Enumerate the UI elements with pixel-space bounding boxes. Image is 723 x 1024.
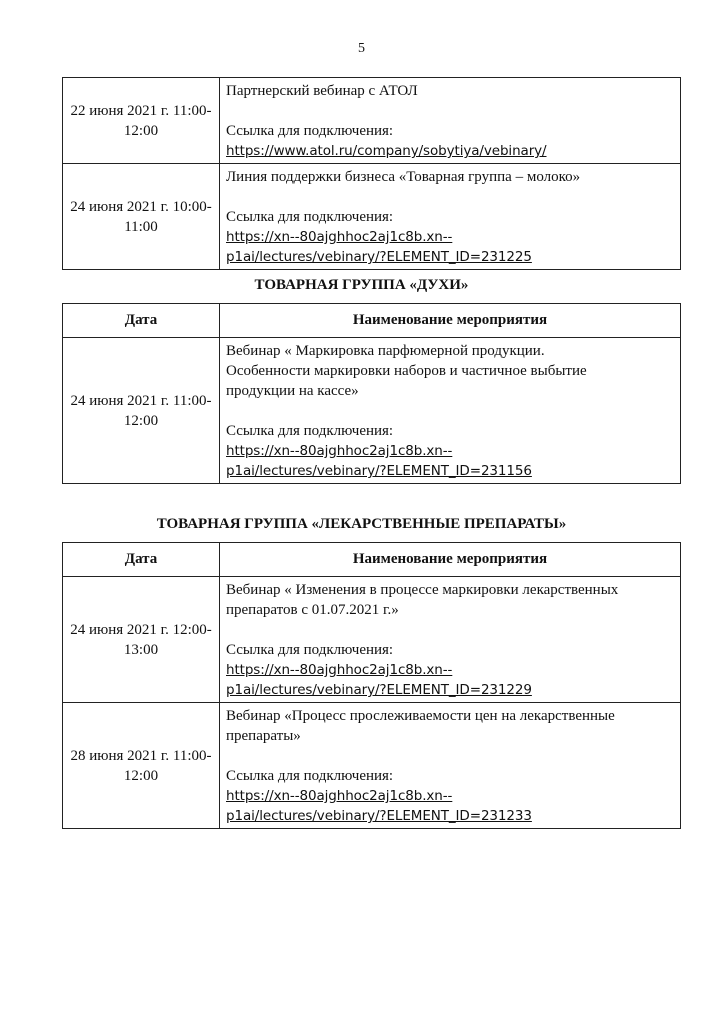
column-header-name: Наименование мероприятия: [220, 304, 681, 338]
table-row: [63, 164, 681, 270]
link-label: Ссылка для подключения:: [226, 209, 394, 225]
page-number: 5: [358, 41, 365, 56]
event-cell: [220, 338, 681, 484]
event-link-line[interactable]: https://xn--80ajghhoc2aj1c8b.xn--: [226, 229, 453, 245]
event-link-line[interactable]: https://xn--80ajghhoc2aj1c8b.xn--: [226, 788, 453, 804]
link-label: Ссылка для подключения:: [226, 768, 394, 784]
event-title-line: Вебинар « Изменения в процессе маркировки лекарственных: [226, 582, 619, 598]
event-time: 12:00-13:00: [123, 621, 212, 658]
event-link-line[interactable]: p1ai/lectures/vebinary/?ELEMENT_ID=231156: [226, 463, 532, 479]
event-date-cell: [63, 577, 220, 703]
event-cell: [220, 577, 681, 703]
event-link[interactable]: [226, 227, 674, 267]
event-cell: [220, 703, 681, 829]
event-title: Линия поддержки бизнеса «Товарная группа – молоко»: [226, 169, 581, 185]
event-time: 11:00-12:00: [123, 102, 212, 139]
event-title: Партнерский вебинар с АТОЛ: [226, 83, 418, 99]
event-link-line[interactable]: https://xn--80ajghhoc2aj1c8b.xn--: [226, 443, 453, 459]
table-header-row: [63, 304, 681, 338]
link-label: Ссылка для подключения:: [226, 423, 394, 439]
event-link[interactable]: https://www.atol.ru/company/sobytiya/vebinary/: [226, 143, 547, 159]
event-date-cell: [63, 703, 220, 829]
column-header-name: Наименование мероприятия: [220, 543, 681, 577]
event-link-line[interactable]: p1ai/lectures/vebinary/?ELEMENT_ID=231233: [226, 808, 532, 824]
section-heading-medicine: ТОВАРНАЯ ГРУППА «ЛЕКАРСТВЕННЫЕ ПРЕПАРАТЫ»: [156, 516, 567, 532]
event-date-cell: [63, 78, 220, 164]
event-title-line: Особенности маркировки наборов и частичное выбытие: [226, 363, 587, 379]
event-title-line: Вебинар « Маркировка парфюмерной продукции.: [226, 343, 545, 359]
event-link[interactable]: [226, 786, 674, 826]
table-row: [63, 78, 681, 164]
perfume-events-table: [62, 303, 681, 484]
top-events-table: [62, 77, 681, 270]
event-time: 10:00-11:00: [124, 198, 212, 235]
link-label: Ссылка для подключения:: [226, 642, 394, 658]
event-title-line: препаратов с 01.07.2021 г.»: [226, 602, 399, 618]
event-link-line[interactable]: p1ai/lectures/vebinary/?ELEMENT_ID=231225: [226, 249, 532, 265]
event-date: 22 июня 2021 г.: [70, 102, 170, 119]
event-cell: [220, 164, 681, 270]
event-date-cell: [63, 164, 220, 270]
event-cell: [220, 78, 681, 164]
table-header-row: [63, 543, 681, 577]
event-link-line[interactable]: https://xn--80ajghhoc2aj1c8b.xn--: [226, 662, 453, 678]
column-header-date: Дата: [63, 304, 220, 338]
event-date: 24 июня 2021 г.: [70, 621, 169, 638]
event-time: 11:00-12:00: [123, 392, 212, 429]
medicine-events-block: [62, 542, 680, 829]
top-events-block: [62, 77, 680, 270]
event-date: 28 июня 2021 г.: [70, 747, 170, 764]
event-link[interactable]: [226, 441, 674, 481]
table-row: [63, 577, 681, 703]
event-time: 11:00-12:00: [123, 747, 212, 784]
perfume-events-block: [62, 303, 680, 484]
event-link-line[interactable]: p1ai/lectures/vebinary/?ELEMENT_ID=231229: [226, 682, 532, 698]
event-title-line: Вебинар «Процесс прослеживаемости цен на лекарственные: [226, 708, 615, 724]
link-label: Ссылка для подключения:: [226, 123, 394, 139]
table-row: [63, 338, 681, 484]
section-heading-perfume: ТОВАРНАЯ ГРУППА «ДУХИ»: [254, 277, 469, 293]
event-date: 24 июня 2021 г.: [70, 198, 169, 215]
event-date-cell: [63, 338, 220, 484]
event-title-line: продукции на кассе»: [226, 383, 359, 399]
column-header-date: Дата: [63, 543, 220, 577]
event-date: 24 июня 2021 г.: [70, 392, 170, 409]
table-row: [63, 703, 681, 829]
event-title-line: препараты»: [226, 728, 301, 744]
medicine-events-table: [62, 542, 681, 829]
event-link[interactable]: [226, 660, 674, 700]
